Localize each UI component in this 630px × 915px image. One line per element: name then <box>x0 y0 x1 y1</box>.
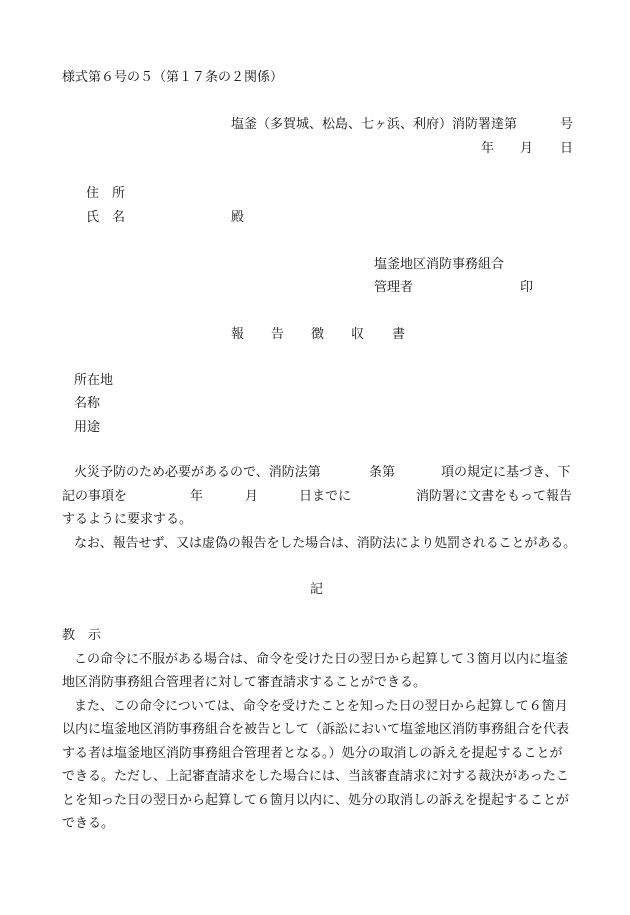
form-number: 様式第６号の５（第１７条の２関係） <box>62 70 284 85</box>
sender-seal: 印 <box>520 280 534 295</box>
issuer-header: 塩釜（多賀城、松島、七ヶ浜、利府）消防署達第 <box>231 117 518 132</box>
instruction-line: また、この命令については、命令を受けたことを知った日の翌日から起算して６箇月 <box>74 699 568 714</box>
body-line-2-d: 日までに <box>299 489 352 504</box>
body-line-3: するように要求する。 <box>62 512 193 527</box>
body-line-1-b: 条第 <box>369 465 396 480</box>
instruction-heading: 教 示 <box>62 628 102 643</box>
recipient-address-label: 住 所 <box>86 186 126 201</box>
body-line-1-a: 火災予防のため必要があるので、消防法第 <box>74 465 321 480</box>
document-title-char: 徴 <box>311 327 325 342</box>
recipient-name-label: 氏 名 <box>86 210 126 225</box>
subject-location-label: 所在地 <box>74 373 114 388</box>
body-line-1-c: 項の規定に基づき、下 <box>441 465 571 480</box>
sender-title: 管理者 <box>374 280 414 295</box>
instruction-line: この命令に不服がある場合は、命令を受けた日の翌日から起算して３箇月以内に塩釜 <box>74 652 569 667</box>
body-line-2-b: 年 <box>190 489 204 504</box>
instruction-line: 以内に塩釜地区消防事務組合を被告として（訴訟において塩釜地区消防事務組合を代表 <box>62 722 570 737</box>
ki-heading: 記 <box>310 582 324 597</box>
body-line-2-e: 消防署に文書をもって報告 <box>416 489 573 504</box>
subject-use-label: 用途 <box>74 420 101 435</box>
body-line-2-c: 月 <box>245 489 259 504</box>
number-suffix: 号 <box>560 117 574 132</box>
instruction-line: とを知った日の翌日から起算して６箇月以内に、処分の取消しの訴えを提起することが <box>62 793 570 808</box>
document-title-char: 収 <box>351 327 365 342</box>
subject-name-label: 名称 <box>74 396 101 411</box>
date-month: 月 <box>520 141 534 156</box>
body-line-4: なお、報告せず、又は虚偽の報告をした場合は、消防法により処罰されることがある。 <box>74 536 577 551</box>
instruction-line: 地区消防事務組合管理者に対して審査請求することができる。 <box>62 675 427 690</box>
document-title-char: 書 <box>392 327 406 342</box>
document-title <box>231 327 405 343</box>
instruction-line: する者は塩釜地区消防事務組合管理者となる。）処分の取消しの訴えを提起することが <box>62 746 563 761</box>
date-year: 年 <box>481 141 495 156</box>
sender-organization: 塩釜地区消防事務組合 <box>374 257 505 272</box>
instruction-line: できる。 <box>62 816 115 831</box>
document-title-char: 告 <box>271 327 285 342</box>
document-title-char: 報 <box>231 327 245 342</box>
body-line-2-a: 記の事項を <box>62 489 128 504</box>
date-day: 日 <box>560 141 574 156</box>
recipient-honorific: 殿 <box>231 210 245 225</box>
instruction-line: できる。ただし、上記審査請求をした場合には、当該審査請求に対する裁決があったこ <box>62 769 569 784</box>
